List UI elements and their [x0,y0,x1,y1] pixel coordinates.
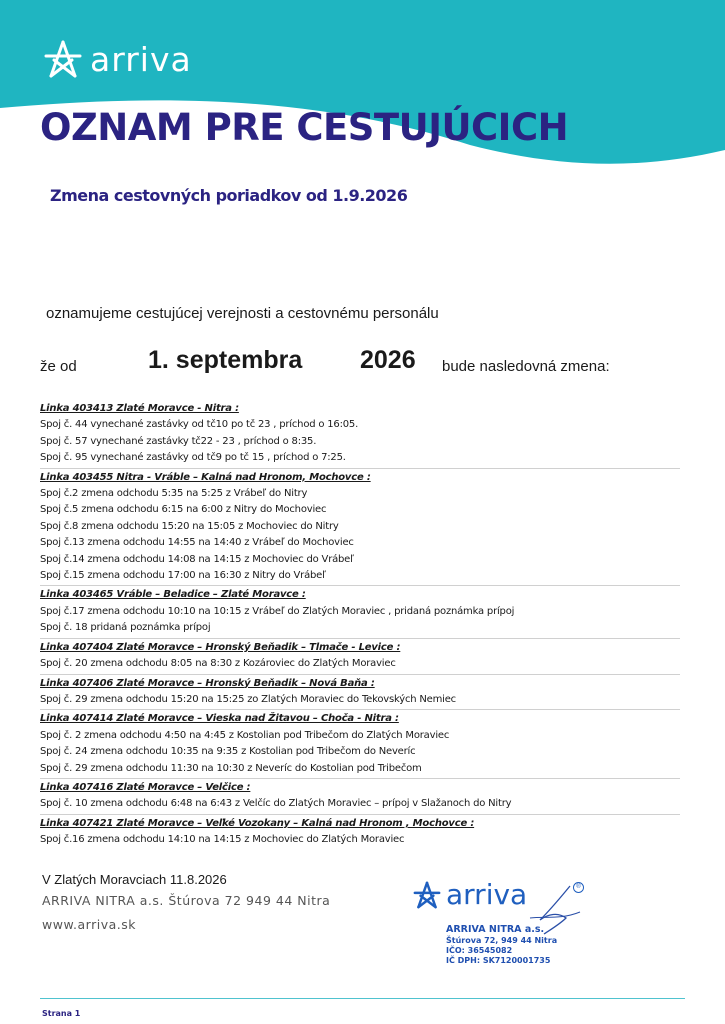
line-item: Spoj č. 10 zmena odchodu 6:48 na 6:43 z Velčíc do Zlatých Moraviec – prípoj v Slažanoch do Nitry [40,798,512,810]
line-changes-list [40,401,680,851]
intro-text: oznamujeme cestujúcej verejnosti a cestovnému personálu [46,305,439,322]
page-number: Strana 1 [42,1009,81,1018]
line-header: Linka 403413 Zlaté Moravce - Nitra : [40,403,239,414]
stamp-details [446,924,557,966]
stamp-dic: IČ DPH: SK7120001735 [446,956,551,965]
line-item: Spoj č. 2 zmena odchodu 4:50 na 4:45 z Kostolian pod Tribečom do Zlatých Moraviec [40,729,450,741]
stamp-company: ARRIVA NITRA a.s. [446,924,545,935]
line-header: Linka 407416 Zlaté Moravce – Velčice : [40,781,251,793]
line-item: Spoj č.14 zmena odchodu 14:08 na 14:15 z Mochoviec do Vrábeľ [40,553,354,565]
line-block [40,711,680,779]
line-item: Spoj č. 29 zmena odchodu 11:30 na 10:30 z Neveríc do Kostolian pod Tribečom [40,762,422,774]
line-item: Spoj č. 18 pridaná poznámka prípoj [40,622,211,634]
line-item: Spoj č. 95 vynechané zastávky od tč9 po tč 15 , príchod o 7:25. [40,452,346,464]
line-item: Spoj č. 44 vynechané zastávky od tč10 po tč 23 , príchod o 16:05. [40,419,359,431]
arriva-logo [42,38,192,80]
line-block [40,816,680,850]
line-item: Spoj č. 24 zmena odchodu 10:35 na 9:35 z Kostolian pod Tribečom do Neveríc [40,746,416,758]
line-item: Spoj č.15 zmena odchodu 17:00 na 16:30 z Nitry do Vrábeľ [40,570,326,582]
date-prefix: že od [40,358,77,375]
line-item: Spoj č.17 zmena odchodu 10:10 na 10:15 z Vrábeľ do Zlatých Moraviec , pridaná poznámka prípoj [40,605,515,617]
line-block [40,470,680,587]
line-block [40,401,680,469]
line-block [40,676,680,711]
stamp-wordmark: arriva [446,878,528,911]
line-item: Spoj č. 57 vynechané zastávky tč22 - 23 , príchod o 8:35. [40,435,317,447]
line-header: Linka 403465 Vráble – Beladice – Zlaté Moravce : [40,589,306,601]
effective-year: 2026 [360,346,416,374]
line-item: Spoj č. 29 zmena odchodu 15:20 na 15:25 zo Zlatých Moraviec do Tekovských Nemiec [40,693,456,705]
logo-wordmark: arriva [90,39,192,79]
line-block [40,640,680,675]
footer-divider [40,998,685,999]
line-header: Linka 407421 Zlaté Moravce – Veľké Vozokany – Kalná nad Hronom , Mochovce : [40,817,475,829]
line-header: Linka 407414 Zlaté Moravce – Vieska nad Žitavou – Choča - Nitra : [40,713,399,725]
stamp-ico: IČO: 36545082 [446,946,513,955]
line-header: Linka 403455 Nitra - Vráble – Kalná nad Hronom, Mochovce : [40,471,371,483]
line-item: Spoj č.13 zmena odchodu 14:55 na 14:40 z Vrábeľ do Mochoviec [40,537,354,549]
line-item: Spoj č.2 zmena odchodu 5:35 na 5:25 z Vrábeľ do Nitry [40,488,308,500]
effective-date-line [40,342,680,382]
arriva-star-icon [42,38,84,80]
page-subtitle: Zmena cestovných poriadkov od 1.9.2026 [50,186,408,205]
line-item: Spoj č.16 zmena odchodu 14:10 na 14:15 z Mochoviec do Zlatých Moraviec [40,834,405,846]
effective-date: 1. septembra [148,346,303,374]
arriva-star-icon [412,880,442,910]
line-header: Linka 407404 Zlaté Moravce – Hronský Beňadik – Tlmače - Levice : [40,641,401,653]
line-block [40,780,680,815]
page-title: OZNAM PRE CESTUJÚCICH [40,106,569,149]
company-stamp [410,868,590,983]
line-item: Spoj č. 20 zmena odchodu 8:05 na 8:30 z Kozároviec do Zlatých Moraviec [40,658,396,670]
line-block [40,587,680,638]
website-link[interactable]: www.arriva.sk [42,917,136,932]
line-header: Linka 407406 Zlaté Moravce – Hronský Beňadik – Nová Baňa : [40,677,375,689]
registered-mark-icon: ® [573,882,584,893]
line-item: Spoj č.5 zmena odchodu 6:15 na 6:00 z Nitry do Mochoviec [40,504,327,516]
date-suffix: bude nasledovná zmena: [442,358,610,375]
place-and-date: V Zlatých Moravciach 11.8.2026 [42,872,227,887]
stamp-address: Štúrova 72, 949 44 Nitra [446,936,558,945]
company-address: ARRIVA NITRA a.s. Štúrova 72 949 44 Nitra [42,893,331,908]
header-banner [0,0,725,200]
line-item: Spoj č.8 zmena odchodu 15:20 na 15:05 z Mochoviec do Nitry [40,520,339,532]
